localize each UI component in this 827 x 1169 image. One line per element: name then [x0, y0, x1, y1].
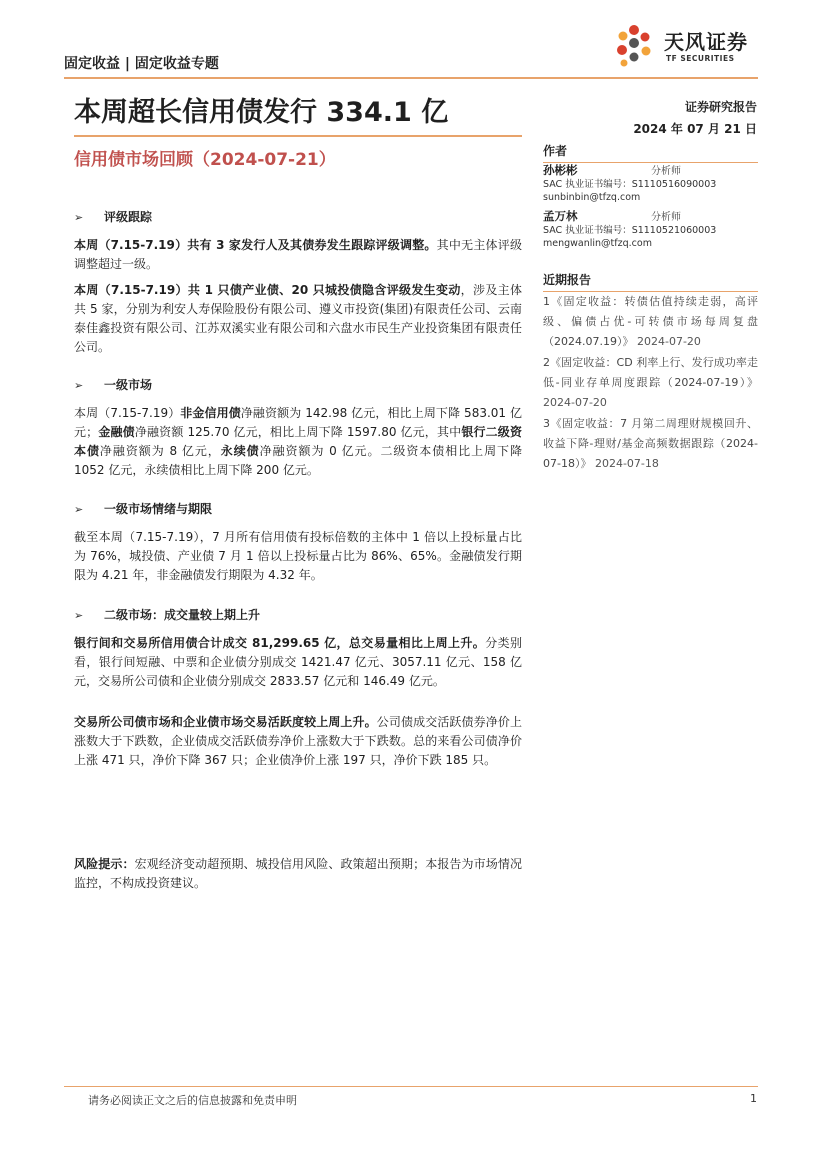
recent-report-date: 2024-07-20 — [636, 335, 701, 348]
risk-warning — [74, 855, 522, 893]
paragraph-sentiment: 截至本周（7.15-7.19），7 月所有信用债有投标倍数的主体中 1 倍以上投标量占比为 76%，城投债、产业债 7 月 1 倍以上投标量占比为 86%、65%。金融债发行期限为 4.21 年，非金融债发行期限为 4.32 年。 — [74, 530, 522, 582]
paragraph-text: 净融资额为 142.98 亿元，相比上周下降 583.01 亿元； — [74, 406, 522, 439]
recent-report-item[interactable] — [543, 292, 758, 352]
term-perpetual: 永续债 — [220, 444, 260, 458]
header-divider — [64, 77, 758, 79]
paragraph-trading-activity — [74, 713, 522, 770]
paragraph-lead: 本周（7.15-7.19）共 1 只债产业债、20 只城投债隐含评级发生变动 — [74, 283, 461, 297]
report-category: 固定收益 | 固定收益专题 — [64, 56, 219, 72]
title-divider — [74, 135, 522, 137]
logo-chinese-text: 天风证券 — [664, 30, 748, 54]
term-financial: 金融债 — [98, 425, 135, 439]
author-role: 分析师 — [651, 166, 681, 177]
recent-report-title[interactable]: 2《固定收益：CD 利率上行、发行成功率走低-同业存单周度跟踪（2024-07-19）》 — [543, 356, 758, 389]
paragraph-lead: 本周（7.15-7.19）共有 3 家发行人及其债券发生跟踪评级调整。 — [74, 238, 437, 252]
risk-text: 宏观经济变动超预期、城投信用风险、政策超出预期；本报告为市场情况监控，不构成投资建议。 — [74, 857, 522, 890]
paragraph-text: 净融资额为 0 亿元。二级资本债相比上周下降 1052 亿元，永续债相比上周下降 200 亿元。 — [74, 444, 522, 477]
section-heading-text: 一级市场情绪与期限 — [104, 502, 213, 516]
paragraph-lead: 银行间和交易所信用债合计成交 81,299.65 亿，总交易量相比上周上升。 — [74, 636, 486, 650]
risk-label: 风险提示： — [74, 857, 135, 871]
author-card — [543, 164, 758, 204]
author-name: 孟万林 — [543, 209, 578, 223]
paragraph-text: 其中无主体评级调整超过一级。 — [74, 238, 522, 271]
logo-mark-icon — [612, 22, 662, 70]
paragraph-text: 净融资额为 8 亿元， — [99, 444, 221, 458]
recent-report-date: 2024-07-18 — [594, 457, 659, 470]
recent-report-item[interactable] — [543, 353, 758, 413]
recent-report-title[interactable]: 3《固定收益：7 月第二周理财规模回升、收益下降-理财/基金高频数据跟踪（2024-07-18）》 — [543, 417, 758, 470]
author-email[interactable]: mengwanlin@tfzq.com — [543, 238, 652, 249]
paragraph-text: 分类别看，银行间短融、中票和企业债分别成交 1421.47 亿元、3057.11 亿元、158 亿元，交易所公司债和企业债分别成交 2833.57 亿元和 146.49 亿元。 — [74, 636, 522, 688]
recent-report-item[interactable] — [543, 414, 758, 474]
paragraph-lead: 交易所公司债市场和企业债市场交易活跃度较上周上升。 — [74, 715, 377, 729]
paragraph-text: 本周（7.15-7.19） — [74, 406, 181, 420]
paragraph-text: ，涉及主体共 5 家，分别为利安人寿保险股份有限公司、遵义市投资(集团)有限责任公司、云南泰佳鑫投资有限公司、江苏双溪实业有限公司和六盘水市民生产业投资集团有限责任公司。 — [74, 283, 522, 354]
paragraph-primary-market — [74, 404, 522, 480]
recent-reports-heading: 近期报告 — [543, 271, 758, 292]
author-name: 孙彬彬 — [543, 163, 578, 177]
page-title: 本周超长信用债发行 334.1 亿 — [74, 97, 449, 128]
chevron-right-icon: ➢ — [74, 609, 84, 622]
section-heading-primary — [74, 376, 152, 393]
page-number: 1 — [750, 1092, 757, 1105]
footer-divider — [64, 1086, 758, 1087]
chevron-right-icon: ➢ — [74, 379, 84, 392]
chevron-right-icon: ➢ — [74, 503, 84, 516]
chevron-right-icon: ➢ — [74, 211, 84, 224]
paragraph-implied-rating — [74, 281, 522, 357]
company-logo — [612, 22, 762, 70]
recent-reports-list — [543, 292, 758, 475]
paragraph-text: 净融资额 125.70 亿元，相比上周下降 1597.80 亿元，其中 — [134, 425, 462, 439]
report-date: 2024 年 07 月 21 日 — [633, 122, 757, 136]
page-subtitle: 信用债市场回顾（2024-07-21） — [74, 150, 336, 170]
authors-heading: 作者 — [543, 142, 758, 163]
recent-report-title[interactable]: 1《固定收益：转债估值持续走弱，高评级、偏债占优-可转债市场每周复盘（2024.07.19）》 — [543, 295, 758, 348]
footer-disclaimer[interactable]: 请务必阅读正文之后的信息披露和免责申明 — [88, 1094, 297, 1107]
author-email[interactable]: sunbinbin@tfzq.com — [543, 192, 641, 203]
author-role: 分析师 — [651, 212, 681, 223]
author-card — [543, 210, 758, 250]
section-heading-text: 一级市场 — [104, 378, 153, 392]
section-heading-rating — [74, 208, 152, 225]
section-heading-secondary — [74, 606, 260, 623]
recent-report-date: 2024-07-20 — [543, 396, 607, 409]
paragraph-rating-adjust — [74, 236, 522, 274]
paragraph-trading-volume — [74, 634, 522, 691]
logo-english-text: TF SECURITIES — [666, 54, 735, 63]
section-heading-sentiment — [74, 500, 212, 517]
paragraph-text: 公司债成交活跃债券净价上涨数大于下跌数，企业债成交活跃债券净价上涨数大于下跌数。总的来看公司债净价上涨 471 只，净价下降 367 只；企业债净价上涨 197 只，净价下跌 185 只。 — [74, 715, 522, 767]
term-nonfinancial: 非金信用债 — [180, 406, 241, 420]
section-heading-text: 评级跟踪 — [104, 210, 153, 224]
term-tier2-capital: 银行二级资本债 — [74, 425, 522, 458]
author-cert: SAC 执业证书编号：S1110521060003 — [543, 225, 717, 236]
section-heading-text: 二级市场：成交量较上期上升 — [104, 608, 261, 622]
report-type: 证券研究报告 — [684, 100, 757, 114]
author-cert: SAC 执业证书编号：S1110516090003 — [543, 179, 717, 190]
